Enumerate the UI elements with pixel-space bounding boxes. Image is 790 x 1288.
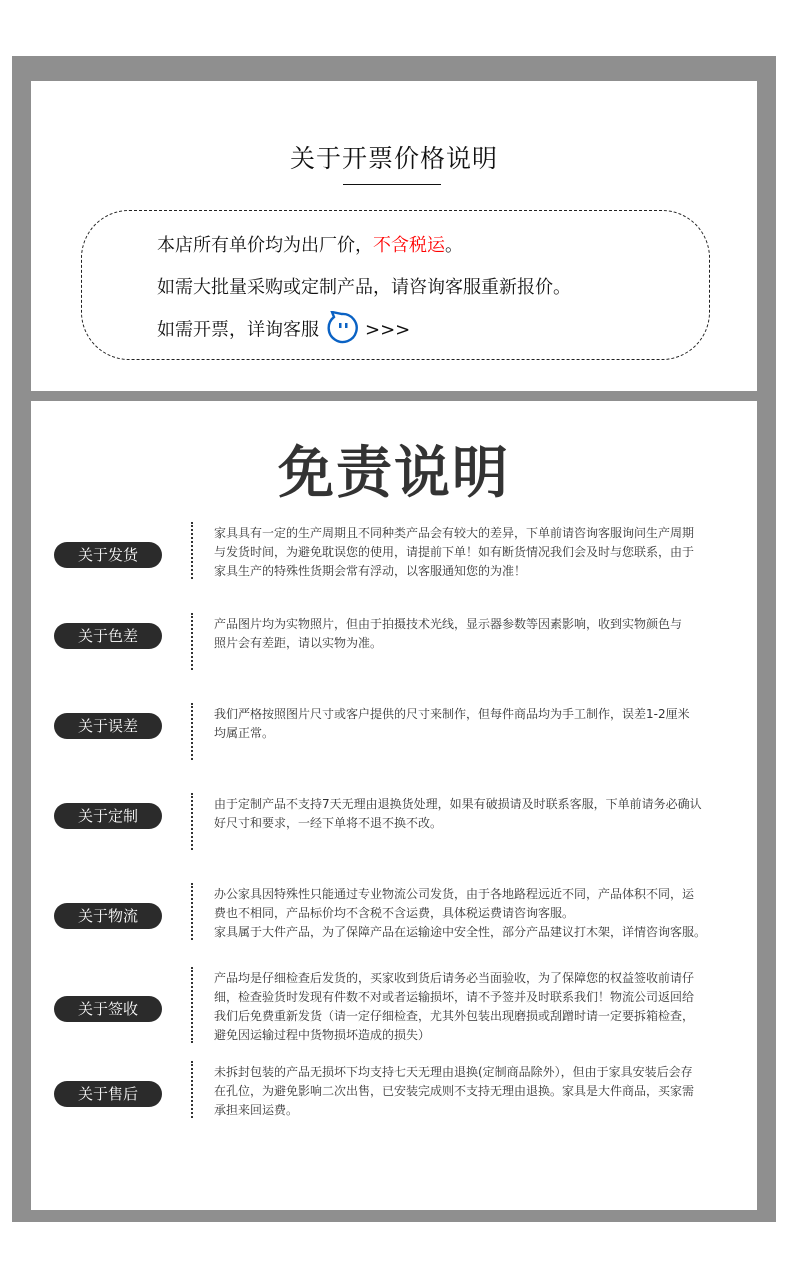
text-line: 家具属于大件产品，为了保障产品在运输途中安全性，部分产品建议打木架，详情咨询客服。 xyxy=(214,925,707,939)
disclaimer-title: 免责说明 xyxy=(278,441,510,506)
invoice-notice-box xyxy=(81,210,710,360)
tax-excluded-highlight: 不含税运 xyxy=(373,235,445,256)
text-line: 照片会有差距，请以实物为准。 xyxy=(214,636,383,650)
text-line: 承担来回运费。 xyxy=(214,1103,299,1117)
text-line: 我们后免费重新发货（请一定仔细检查，尤其外包装出现磨损或刮蹭时请一定要拆箱检查， xyxy=(214,1009,695,1023)
text-line: 避免因运输过程中货物损坏造成的损失） xyxy=(214,1028,431,1042)
notice-line-1 xyxy=(157,231,463,257)
notice-line-2: 如需大批量采购或定制产品，请咨询客服重新报价。 xyxy=(157,277,571,298)
text-line: 由于定制产品不支持7天无理由退换货处理，如果有破损请及时联系客服，下单前请务必确认 xyxy=(214,797,702,811)
line1-prefix: 本店所有单价均为出厂价， xyxy=(157,235,373,256)
section-label: 关于误差 xyxy=(54,713,162,739)
text-line: 产品图片均为实物照片，但由于拍摄技术光线，显示器参数等因素影响，收到实物颜色与 xyxy=(214,617,683,631)
text-line: 细，检查验货时发现有件数不对或者运输损坏，请不予签并及时联系我们！物流公司返回给 xyxy=(214,990,695,1004)
dotted-divider xyxy=(191,883,193,940)
invoice-panel xyxy=(31,81,757,391)
section-label: 关于售后 xyxy=(54,1081,162,1107)
section-text xyxy=(214,524,694,581)
section-text xyxy=(214,795,702,833)
notice-line-3[interactable] xyxy=(157,311,410,350)
dotted-divider xyxy=(191,793,193,850)
section-text xyxy=(214,885,706,942)
disclaimer-panel xyxy=(31,401,757,1210)
line1-suffix: 。 xyxy=(445,235,463,256)
section-text xyxy=(214,615,682,653)
invoice-contact-text: 如需开票，详询客服 xyxy=(157,319,319,341)
invoice-title: 关于开票价格说明 xyxy=(289,144,498,173)
text-line: 未拆封包装的产品无损坏下均支持七天无理由退换(定制商品除外），但由于家具安装后会存 xyxy=(214,1065,693,1079)
section-label: 关于物流 xyxy=(54,903,162,929)
section-label: 关于定制 xyxy=(54,803,162,829)
text-line: 好尺寸和要求，一经下单将不退不换不改。 xyxy=(214,816,443,830)
dotted-divider xyxy=(191,522,193,579)
section-label: 关于色差 xyxy=(54,623,162,649)
arrow-text: >>> xyxy=(365,319,411,341)
text-line: 均属正常。 xyxy=(214,726,275,740)
text-line: 产品均是仔细检查后发货的，买家收到货后请务必当面验收，为了保障您的权益签收前请仔 xyxy=(214,971,695,985)
dotted-divider xyxy=(191,967,193,1043)
text-line: 办公家具因特殊性只能通过专业物流公司发货，由于各地路程远近不同，产品体积不同，运 xyxy=(214,887,695,901)
chat-face-icon[interactable] xyxy=(325,311,359,350)
section-label: 关于发货 xyxy=(54,542,162,568)
text-line: 在孔位，为避免影响二次出售，已安装完成则不支持无理由退换。家具是大件商品，买家需 xyxy=(214,1084,695,1098)
section-text xyxy=(214,705,690,743)
text-line: 家具生产的特殊性货期会常有浮动，以客服通知您的为准！ xyxy=(214,564,527,578)
text-line: 家具具有一定的生产周期且不同种类产品会有较大的差异，下单前请咨询客服询问生产周期 xyxy=(214,526,695,540)
section-label: 关于签收 xyxy=(54,996,162,1022)
section-text xyxy=(214,969,694,1045)
dotted-divider xyxy=(191,703,193,760)
section-text xyxy=(214,1063,694,1120)
title-underline xyxy=(343,184,441,185)
text-line: 与发货时间，为避免耽误您的使用，请提前下单！如有断货情况我们会及时与您联系，由于 xyxy=(214,545,695,559)
dotted-divider xyxy=(191,613,193,670)
text-line: 费也不相同，产品标价均不含税不含运费，具体税运费请咨询客服。 xyxy=(214,906,575,920)
dotted-divider xyxy=(191,1061,193,1118)
text-line: 我们严格按照图片尺寸或客户提供的尺寸来制作，但每件商品均为手工制作，误差1-2厘米 xyxy=(214,707,690,721)
